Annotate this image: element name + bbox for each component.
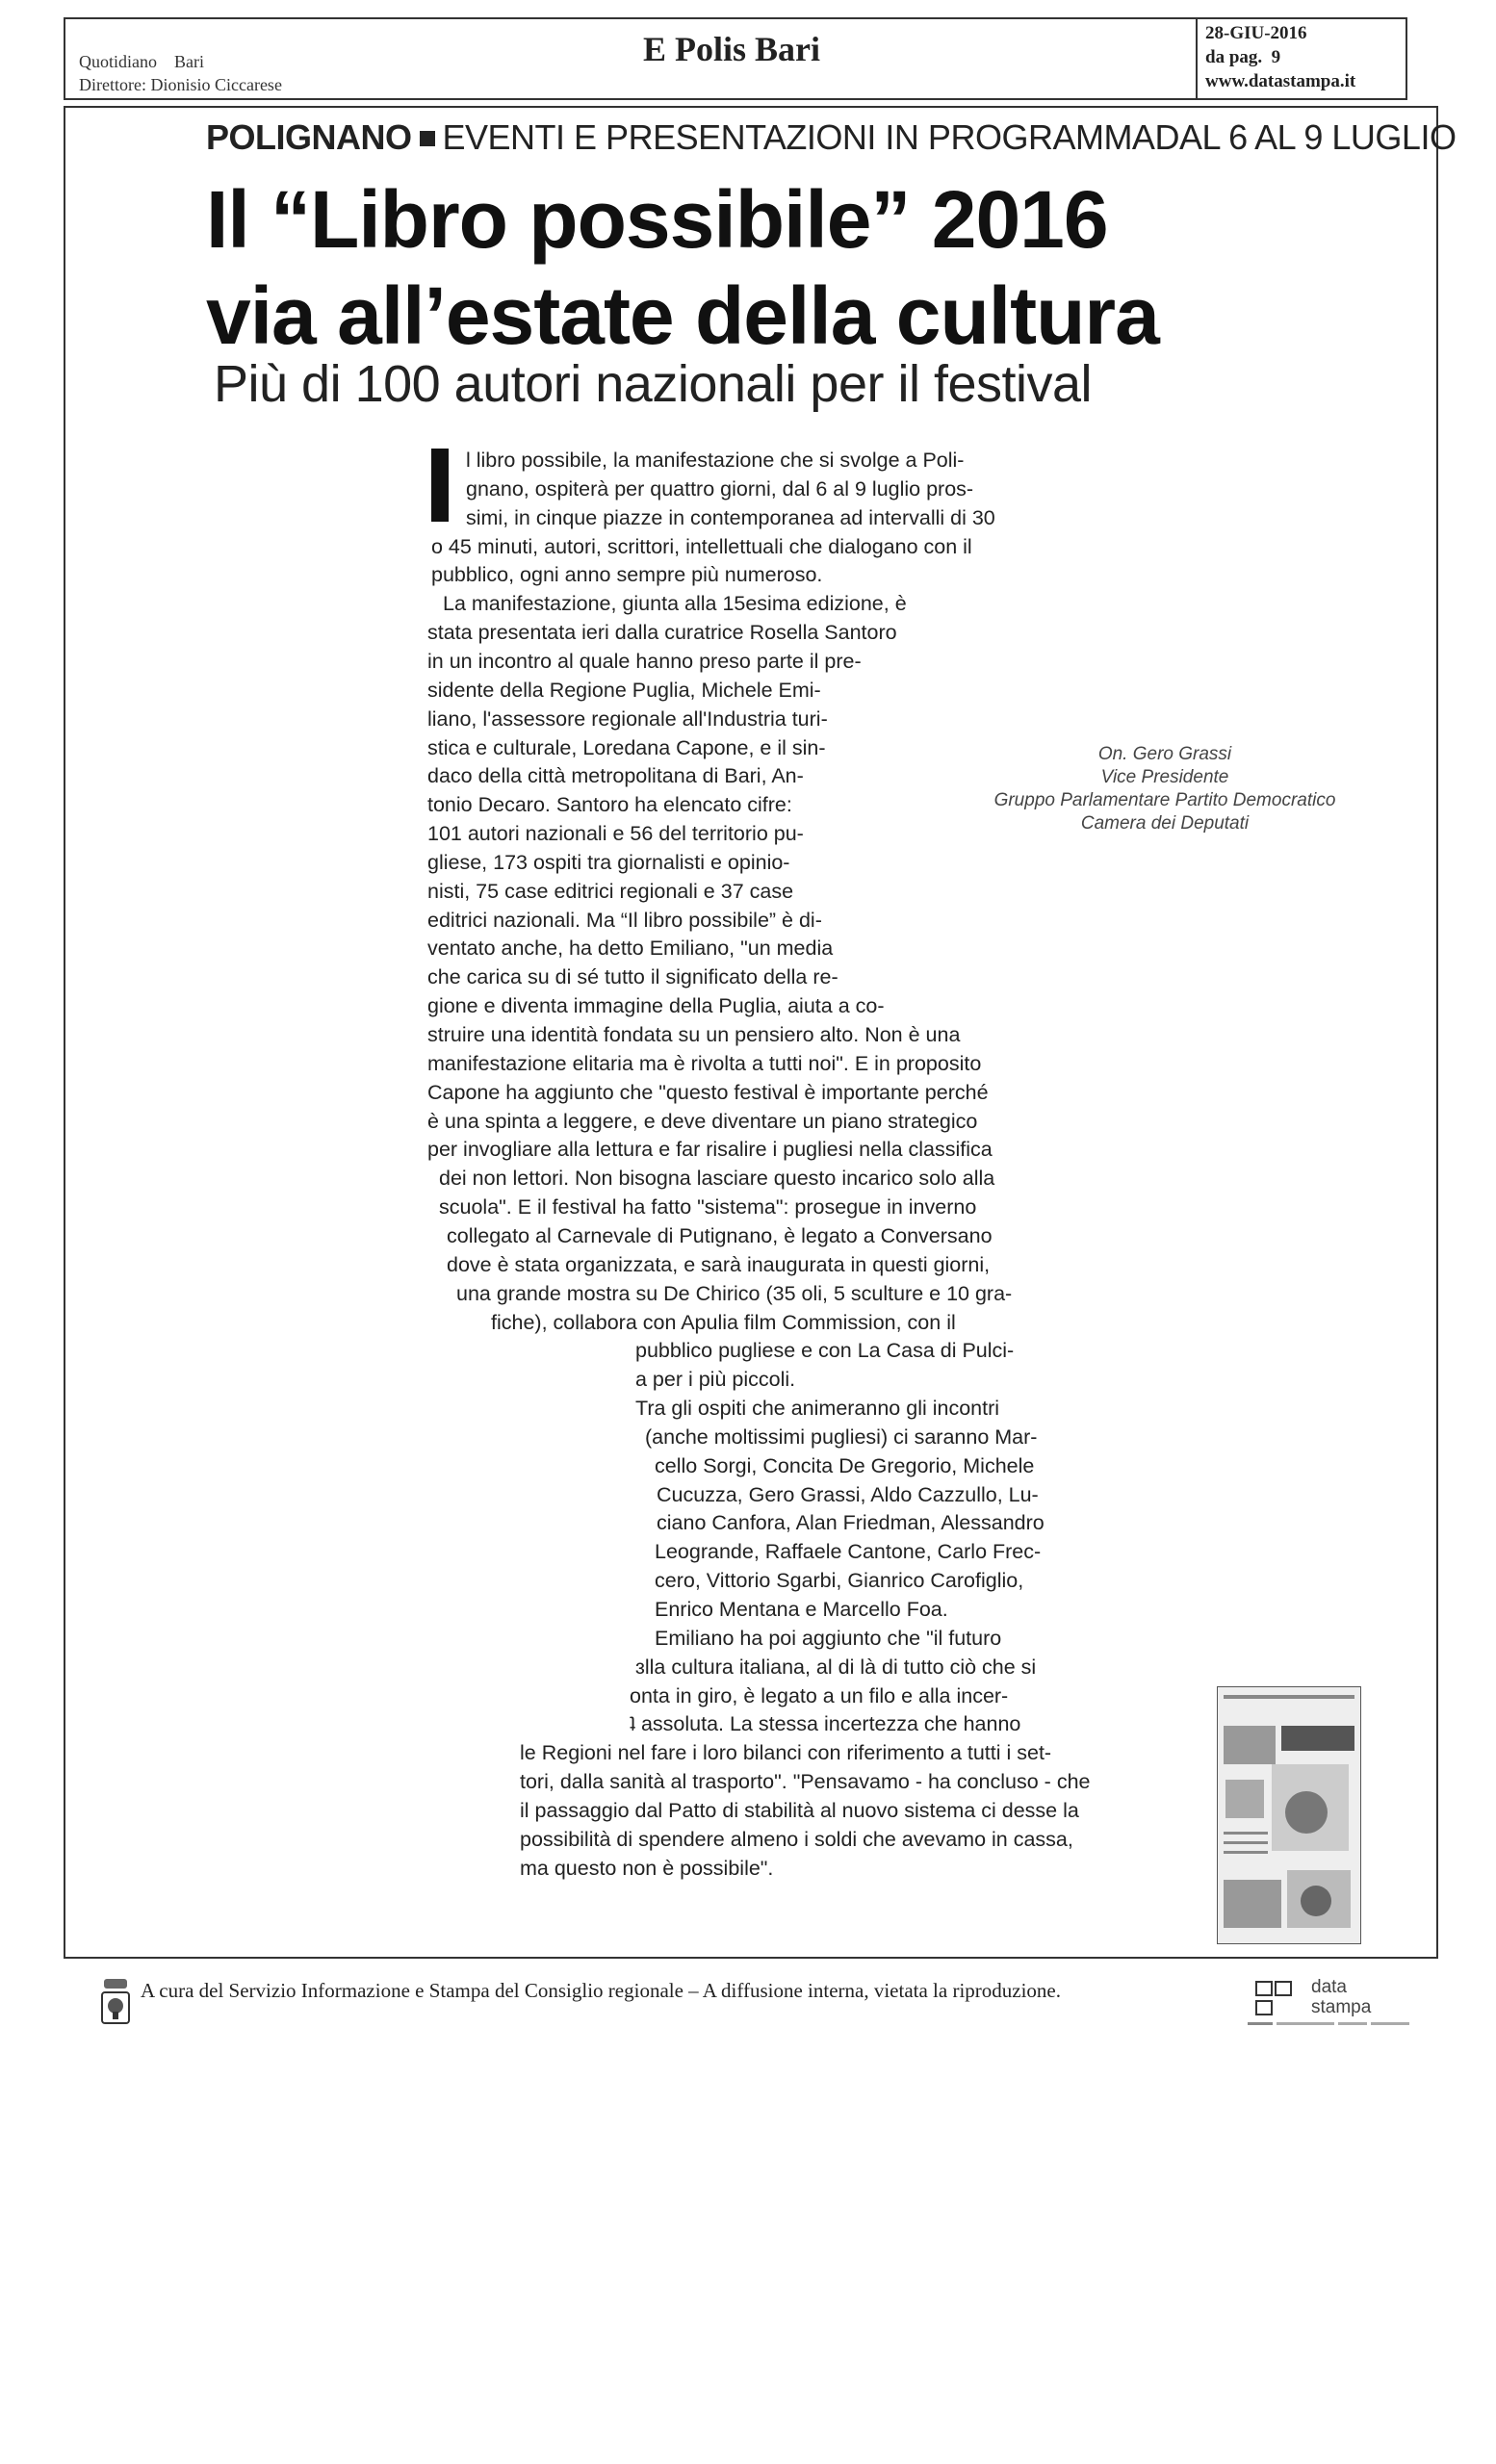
article-line: ciano Canfora, Alan Friedman, Alessandro — [657, 1511, 1045, 1534]
article-line: (anche moltissimi pugliesi) ci saranno Mar- — [645, 1425, 1038, 1449]
article-line: ma questo non è possibile". — [520, 1857, 774, 1880]
page-ref: da pag. 9 — [1205, 47, 1281, 67]
article-line: scuola". E il festival ha fatto "sistema": prosegue in inverno — [439, 1195, 977, 1219]
article-line: cello Sorgi, Concita De Gregorio, Michele — [655, 1454, 1035, 1477]
article-line: l libro possibile, la manifestazione che si svolge a Poli- — [466, 449, 965, 472]
article-line: a per i più piccoli. — [635, 1368, 796, 1391]
article-line: editrici nazionali. Ma “Il libro possibile” è di- — [427, 909, 822, 932]
signature-group: Gruppo Parlamentare Partito Democratico — [993, 790, 1336, 810]
article-line: il passaggio dal Patto di stabilità al nuovo sistema ci desse la — [520, 1799, 1079, 1822]
article-line: possibilità di spendere almeno i soldi che avevamo in cassa, — [520, 1828, 1073, 1851]
masthead-info — [79, 50, 282, 96]
article-line: Leogrande, Raffaele Cantone, Carlo Frec- — [655, 1540, 1042, 1563]
signature-role: Vice Presidente — [1100, 767, 1229, 787]
article-line: Cucuzza, Gero Grassi, Aldo Cazzullo, Lu- — [657, 1483, 1039, 1506]
article-line: che carica su di sé tutto il significato della re- — [427, 965, 838, 988]
kicker-place: POLIGNANO — [206, 117, 412, 157]
footer-note: A cura del Servizio Informazione e Stampa del Consiglio regionale – A diffusione interna, vietata la riproduzione. — [141, 1979, 1062, 2002]
date-box — [1196, 17, 1407, 100]
datastampa-word-2: stampa — [1311, 1997, 1372, 2017]
article-line: una grande mostra su De Chirico (35 oli, 5 sculture e 10 gra- — [456, 1282, 1013, 1305]
clipping-thumbnail-image — [1218, 1687, 1360, 1943]
article-line: ʇ assoluta. La stessa incertezza che hanno — [630, 1712, 1021, 1735]
article-line: collegato al Carnevale di Putignano, è legato a Conversano — [447, 1224, 993, 1247]
article-line: stata presentata ieri dalla curatrice Rosella Santoro — [427, 621, 897, 644]
datastampa-box-icon — [1255, 1981, 1273, 1996]
article-line: Enrico Mentana e Marcello Foa. — [655, 1598, 948, 1621]
regional-council-logo — [100, 1977, 131, 2027]
signature-name: On. Gero Grassi — [1097, 744, 1232, 764]
article-line: liano, l'assessore regionale all'Industria turi- — [427, 707, 828, 731]
datastampa-wordmark — [1311, 1977, 1371, 2017]
drop-cap — [431, 449, 449, 522]
article-line: gione e diventa immagine della Puglia, aiuta a co- — [427, 994, 885, 1017]
article-line: gliese, 173 ospiti tra giornalisti e opinio- — [427, 851, 790, 874]
article-line: è una spinta a leggere, e deve diventare un piano strategico — [427, 1110, 978, 1133]
article-line: tonio Decaro. Santoro ha elencato cifre: — [427, 793, 792, 816]
director-line: Direttore: Dionisio Ciccarese — [79, 75, 282, 94]
kicker — [206, 117, 1456, 158]
datastampa-word-1: data — [1311, 1977, 1347, 1997]
headline-line-1: Il “Libro possibile” 2016 — [206, 174, 1108, 265]
website-url: www.datastampa.it — [1205, 71, 1356, 91]
article-line: cero, Vittorio Sgarbi, Gianrico Carofiglio, — [655, 1569, 1024, 1592]
article-line: tori, dalla sanità al trasporto". "Pensavamo - ha concluso - che — [520, 1770, 1091, 1793]
article-line: dove è stata organizzata, e sarà inaugurata in questi giorni, — [447, 1253, 991, 1276]
article-line: per invogliare alla lettura e far risalire i pugliesi nella classifica — [427, 1138, 993, 1161]
article-line: simi, in cinque piazze in contemporanea ad intervalli di 30 — [466, 506, 995, 529]
article-line: o 45 minuti, autori, scrittori, intellettuali che dialogano con il — [431, 535, 972, 558]
article-line: daco della città metropolitana di Bari, An- — [427, 764, 804, 787]
article-line: le Regioni nel fare i loro bilanci con riferimento a tutti i set- — [520, 1741, 1052, 1764]
article-line: pubblico, ogni anno sempre più numeroso. — [431, 563, 823, 586]
article-line: pubblico pugliese e con La Casa di Pulci- — [635, 1339, 1015, 1362]
article-line: 101 autori nazionali e 56 del territorio pu- — [427, 822, 804, 845]
headline — [206, 171, 1159, 364]
publication-name: E Polis Bari — [642, 30, 820, 68]
article-line: onta in giro, è legato a un filo e alla incer- — [630, 1684, 1009, 1707]
article-line: stica e culturale, Loredana Capone, e il sin- — [427, 736, 826, 759]
article-line: sidente della Regione Puglia, Michele Emi- — [427, 679, 821, 702]
subheadline: Più di 100 autori nazionali per il festival — [214, 355, 1093, 413]
article-line: Emiliano ha poi aggiunto che "il futuro — [655, 1627, 1002, 1650]
signature-chamber: Camera dei Deputati — [1080, 813, 1250, 834]
article-line: manifestazione elitaria ma è rivolta a tutti noi". E in proposito — [427, 1052, 982, 1075]
clipping-thumbnail — [1217, 1686, 1361, 1944]
article-line: dei non lettori. Non bisogna lasciare questo incarico solo alla — [439, 1167, 995, 1190]
article-line: Capone ha aggiunto che "questo festival è importante perché — [427, 1081, 989, 1104]
kicker-text: EVENTI E PRESENTAZIONI IN PROGRAMMADAL 6 AL 9 LUGLIO — [442, 117, 1457, 157]
fine-print-strip — [1248, 2021, 1421, 2027]
article-line: gnano, ospiterà per quattro giorni, dal 6 al 9 luglio pros- — [466, 477, 974, 500]
issue-date: 28-GIU-2016 — [1205, 23, 1307, 43]
datastampa-box-icon — [1255, 2000, 1273, 2015]
newspaper-type: Quotidiano Bari — [79, 52, 204, 71]
article-line: in un incontro al quale hanno preso parte il pre- — [427, 650, 862, 673]
headline-line-2: via all’estate della cultura — [206, 270, 1159, 361]
article-line: Tra gli ospiti che animeranno gli incontri — [635, 1397, 1000, 1420]
signature-block — [953, 743, 1377, 835]
article-line: ventato anche, ha detto Emiliano, "un media — [427, 937, 834, 960]
article-line: La manifestazione, giunta alla 15esima edizione, è — [443, 592, 907, 615]
article-line: fiche), collabora con Apulia film Commission, con il — [491, 1311, 956, 1334]
article-line: struire una identità fondata su un pensiero alto. Non è una — [427, 1023, 961, 1046]
datastampa-box-icon — [1275, 1981, 1292, 1996]
article-line: nisti, 75 case editrici regionali e 37 case — [427, 880, 794, 903]
article-line: ɜlla cultura italiana, al di là di tutto ciò che si — [635, 1656, 1037, 1679]
square-bullet-icon — [420, 131, 435, 146]
